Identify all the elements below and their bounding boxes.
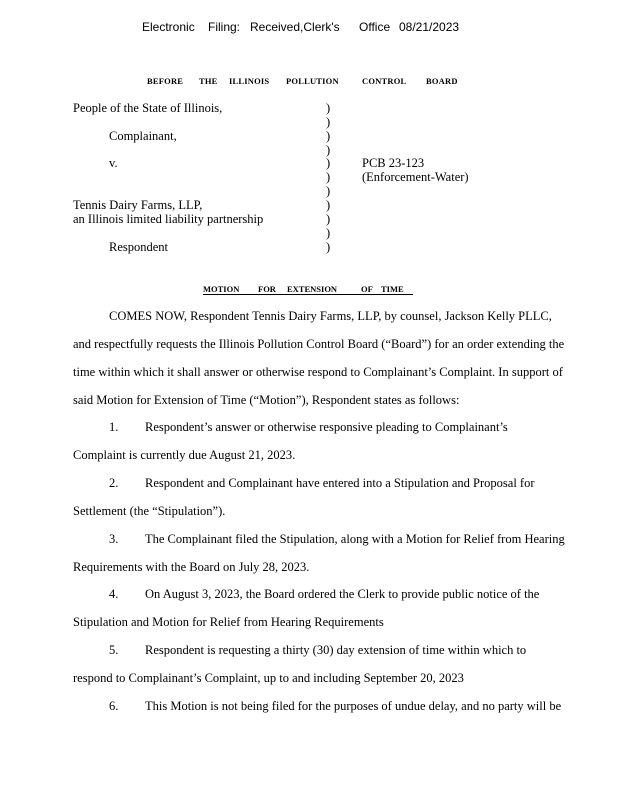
intro-line-1: COMES NOW, Respondent Tennis Dairy Farms, LLP, by counsel, Jackson Kelly PLLC, <box>109 309 552 323</box>
intro-line-3: time within which it shall answer or otherwise respond to Complainant’s Complaint. In support of <box>73 365 563 379</box>
item-number: 4. <box>109 587 119 601</box>
item-line-2: Settlement (the “Stipulation”). <box>73 504 226 518</box>
caption-paren: ) <box>326 184 331 198</box>
caption-versus: v. <box>109 156 118 170</box>
board-title-the: THE <box>199 76 218 86</box>
motion-title-motion: MOTION <box>203 284 240 294</box>
item-line-2: Requirements with the Board on July 28, 2023. <box>73 560 310 574</box>
intro-line-2: and respectfully requests the Illinois Pollution Control Board (“Board”) for an order extending the <box>73 337 565 351</box>
board-title-board: BOARD <box>426 76 458 86</box>
caption-paren: ) <box>326 226 331 240</box>
caption-defendant-desc: an Illinois limited liability partnership <box>73 212 264 226</box>
item-number: 2. <box>109 476 119 490</box>
caption-paren: ) <box>326 156 331 170</box>
motion-title-for: FOR <box>258 284 276 294</box>
item-line-2: Stipulation and Motion for Relief from Hearing Requirements <box>73 615 384 629</box>
motion-title-underline <box>203 294 413 295</box>
board-title-pollution: POLLUTION <box>286 76 339 86</box>
stamp-office: Office <box>359 20 391 34</box>
stamp-received: Received,Clerk's <box>250 20 340 34</box>
stamp-electronic: Electronic <box>142 20 195 34</box>
board-title-before: BEFORE <box>147 76 184 86</box>
motion-title-extension: EXTENSION <box>287 284 338 294</box>
caption-case-type: (Enforcement-Water) <box>362 170 469 184</box>
caption-defendant-name: Tennis Dairy Farms, LLP, <box>73 198 203 212</box>
caption-case-number: PCB 23-123 <box>362 156 425 170</box>
caption-paren: ) <box>326 101 331 115</box>
motion-title-of: OF <box>361 284 373 294</box>
caption-plaintiff: People of the State of Illinois, <box>73 101 223 115</box>
item-number: 1. <box>109 420 119 434</box>
board-title-illinois: ILLINOIS <box>229 76 270 86</box>
item-line-1: Respondent and Complainant have entered into a Stipulation and Proposal for <box>145 476 535 490</box>
caption-paren: ) <box>326 170 331 184</box>
caption-paren: ) <box>326 240 331 254</box>
stamp-filing: Filing: <box>208 20 241 34</box>
item-number: 6. <box>109 699 119 713</box>
caption-complainant-label: Complainant, <box>109 129 177 143</box>
motion-title-time: TIME <box>381 284 404 294</box>
stamp-date: 08/21/2023 <box>399 20 460 34</box>
item-line-1: The Complainant filed the Stipulation, along with a Motion for Relief from Hearing <box>145 532 565 546</box>
item-number: 5. <box>109 643 119 657</box>
item-line-1: Respondent is requesting a thirty (30) day extension of time within which to <box>145 643 527 657</box>
caption-respondent-label: Respondent <box>109 240 169 254</box>
caption-paren: ) <box>326 115 331 129</box>
item-line-1: This Motion is not being filed for the purposes of undue delay, and no party will be <box>145 699 562 713</box>
caption-paren: ) <box>326 129 331 143</box>
item-line-1: Respondent’s answer or otherwise responsive pleading to Complainant’s <box>145 420 508 434</box>
caption-paren: ) <box>326 212 331 226</box>
item-line-1: On August 3, 2023, the Board ordered the Clerk to provide public notice of the <box>145 587 540 601</box>
caption-paren: ) <box>326 143 331 157</box>
caption-paren: ) <box>326 198 331 212</box>
intro-line-4: said Motion for Extension of Time (“Motion”), Respondent states as follows: <box>73 393 460 407</box>
item-line-2: Complaint is currently due August 21, 2023. <box>73 448 296 462</box>
item-line-2: respond to Complainant’s Complaint, up to and including September 20, 2023 <box>73 671 464 685</box>
item-number: 3. <box>109 532 119 546</box>
board-title-control: CONTROL <box>362 76 407 86</box>
